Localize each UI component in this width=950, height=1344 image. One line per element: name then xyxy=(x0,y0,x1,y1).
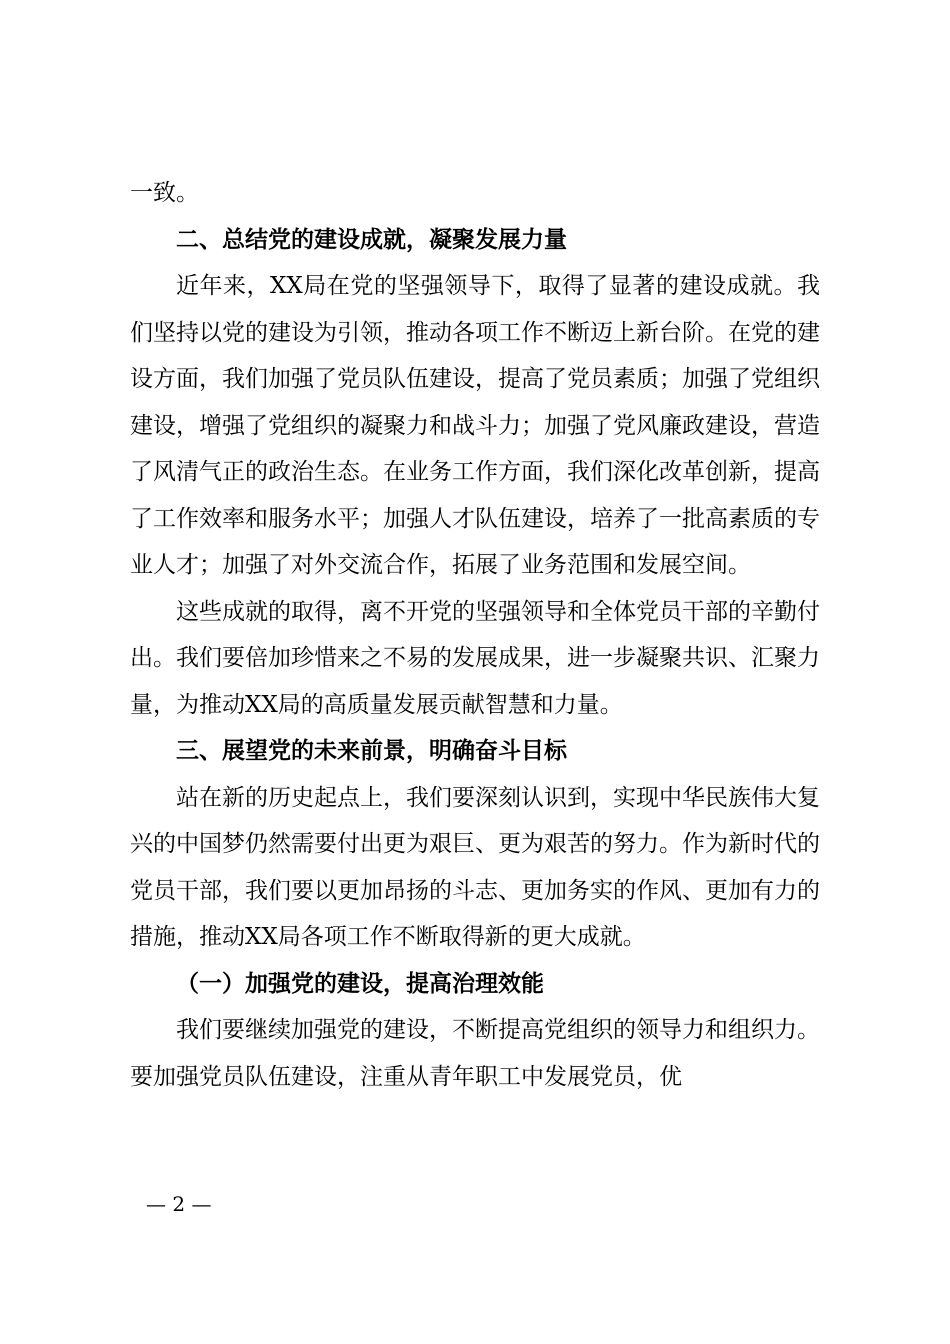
paragraph-outlook: 站在新的历史起点上，我们要深刻认识到，实现中华民族伟大复兴的中国梦仍然需要付出更为艰巨、更为艰苦的努力。作为新时代的党员干部，我们要以更加昂扬的斗志、更加务实的作风、更加有力的措施，推动XX局各项工作不断取得新的更大成就。 xyxy=(130,784,820,950)
page-number: — 2 — xyxy=(146,1192,212,1216)
section-heading-3: 三、展望党的未来前景，明确奋斗目标 xyxy=(176,738,567,764)
paragraph-gratitude: 这些成就的取得，离不开党的坚强领导和全体党员干部的辛勤付出。我们要倍加珍惜来之不易的发展成果，进一步凝聚共识、汇聚力量，为推动XX局的高质量发展贡献智慧和力量。 xyxy=(130,598,820,718)
subsection-heading-1: （一）加强党的建设，提高治理效能 xyxy=(176,969,544,997)
paragraph-achievements: 近年来，XX局在党的坚强领导下，取得了显著的建设成就。我们坚持以党的建设为引领，推动各项工作不断迈上新台阶。在党的建设方面，我们加强了党员队伍建设，提高了党员素质；加强了党组织建设，增强了党组织的凝聚力和战斗力；加强了党风廉政建设，营造了风清气正的政治生态。在业务工作方面，我们深化改革创新，提高了工作效率和服务水平；加强人才队伍建设，培养了一批高素质的专业人才；加强了对外交流合作，拓展了业务范围和发展空间。 xyxy=(130,273,820,578)
paragraph-party-building: 我们要继续加强党的建设，不断提高党组织的领导力和组织力。要加强党员队伍建设，注重从青年职工中发展党员，优 xyxy=(130,1017,820,1090)
document-body xyxy=(130,170,820,1100)
section-heading-2: 二、总结党的建设成就，凝聚发展力量 xyxy=(176,226,567,253)
paragraph-continuation: 一致。 xyxy=(130,180,199,206)
